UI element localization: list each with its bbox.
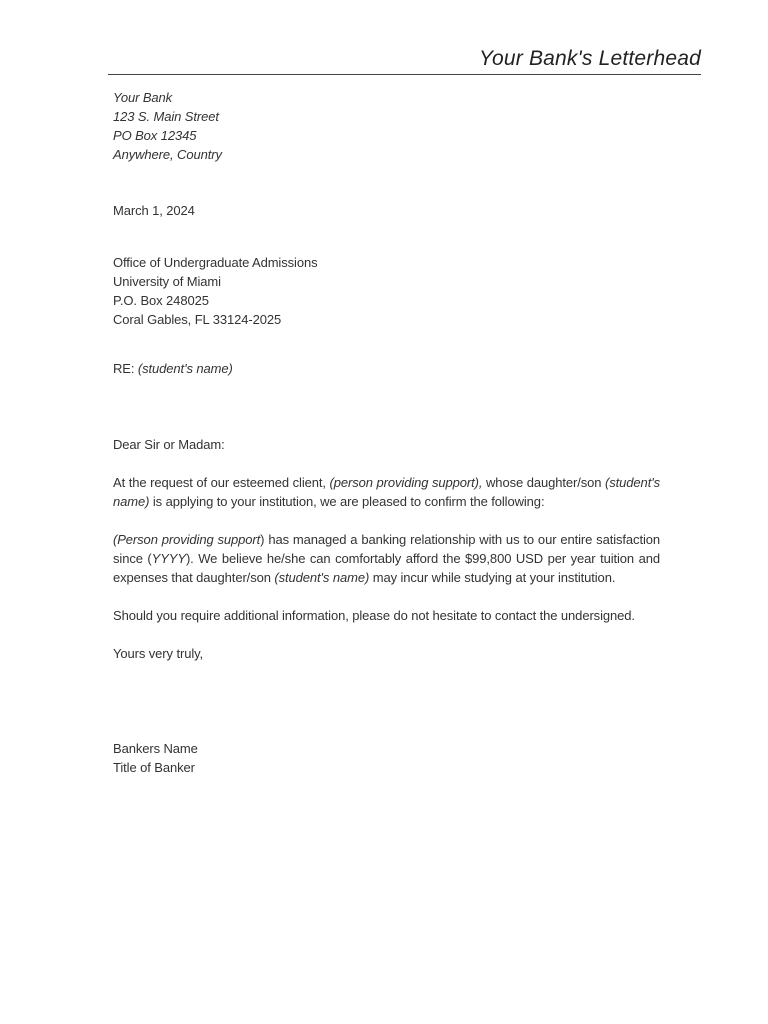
sender-name: Your Bank [113, 90, 173, 105]
paragraph-request [113, 473, 660, 511]
signature-block [113, 739, 660, 777]
recipient-city: Coral Gables, FL 33124-2025 [113, 312, 282, 327]
sender-city: Anywhere, Country [113, 147, 222, 162]
para1-text-2: whose daughter/son [482, 475, 606, 490]
para1-person-placeholder: (person providing support), [329, 475, 483, 490]
banker-title: Title of Banker [113, 760, 195, 775]
para2-text-3: may incur while studying at your institution. [369, 570, 616, 585]
para2-text-2: ). We believe he/she can comfortably afford the $99,800 USD per year tuition and expenses that daughter/son [113, 551, 661, 585]
recipient-po-box: P.O. Box 248025 [113, 293, 209, 308]
sender-po-box: PO Box 12345 [113, 128, 197, 143]
closing: Yours very truly, [113, 646, 204, 661]
recipient-address [113, 253, 660, 329]
sender-address [113, 88, 660, 164]
re-line [113, 359, 660, 378]
para2-student-placeholder: (student's name) [274, 570, 370, 585]
recipient-university: University of Miami [113, 274, 221, 289]
sender-street: 123 S. Main Street [113, 109, 219, 124]
paragraph-confirmation [113, 530, 660, 587]
salutation: Dear Sir or Madam: [113, 437, 225, 452]
paragraph-contact: Should you require additional information, please do not hesitate to contact the undersigned. [113, 608, 635, 623]
recipient-office: Office of Undergraduate Admissions [113, 255, 318, 270]
re-label: RE: [113, 361, 138, 376]
para2-text-1: ) has managed a banking relationship with us to our entire satisfaction since ( [113, 532, 660, 566]
para2-year-placeholder: YYYY [151, 551, 186, 566]
letter-date: March 1, 2024 [113, 203, 195, 218]
banker-name: Bankers Name [113, 741, 198, 756]
para2-person-placeholder: (Person providing support [113, 532, 261, 547]
para1-text-3: is applying to your institution, we are pleased to confirm the following: [149, 494, 545, 509]
para1-student-placeholder: (student's name) [113, 475, 660, 509]
para1-text-1: At the request of our esteemed client, [113, 475, 330, 490]
letterhead-title: Your Bank's Letterhead [478, 47, 701, 70]
re-student-placeholder: (student's name) [137, 361, 233, 376]
letterhead [108, 44, 701, 75]
